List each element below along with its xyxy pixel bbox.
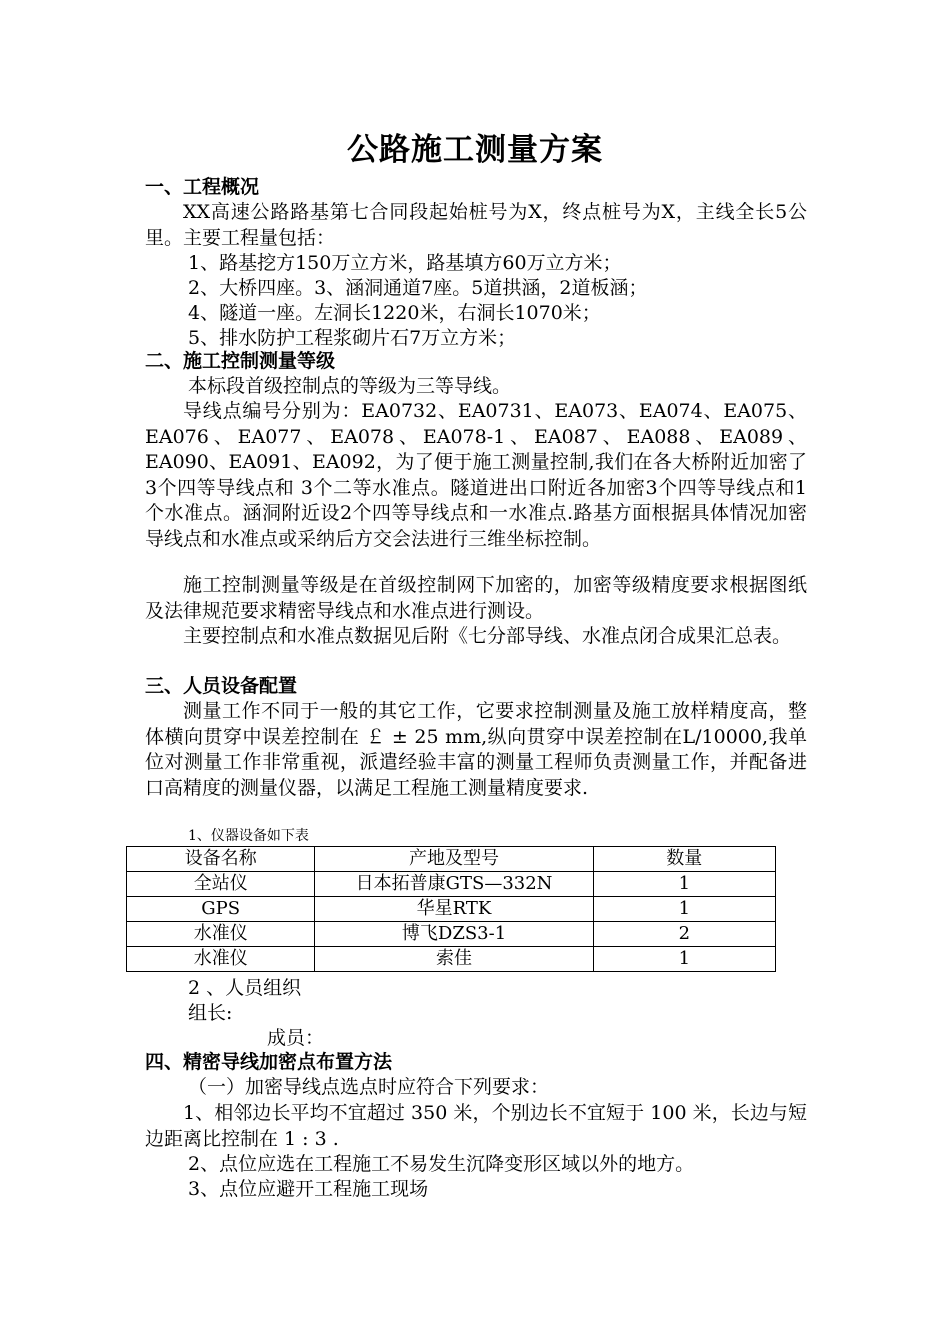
table-row <box>127 897 776 922</box>
section-2-paragraph-4: 主要控制点和水准点数据见后附《七分部导线、水准点闭合成果汇总表。 <box>183 625 792 647</box>
table-header-row <box>127 847 776 872</box>
section-2-paragraph-1: 本标段首级控制点的等级为三等导线。 <box>188 375 512 397</box>
section-3-paragraph-1: 测量工作不同于一般的其它工作，它要求控制测量及施工放样精度高，整体横向贯穿中误差控制在 ￡ ± 25 mm,纵向贯穿中误差控制在L/10000,我单位对测量工作非常重视，派遣经验丰富的测量工程师负责测量工作，并配备进口高精度的测量仪器，以满足工程施工测量精度要求. <box>145 700 807 799</box>
section-4-heading: 四、精密导线加密点布置方法 <box>145 1051 393 1073</box>
table-cell: 水准仪 <box>127 947 315 972</box>
list-item: 4、隧道一座。左洞长1220米，右洞长1070米； <box>188 302 601 324</box>
table-header-cell: 数量 <box>593 847 775 872</box>
section-2-heading: 二、施工控制测量等级 <box>145 350 336 372</box>
table-header-cell: 设备名称 <box>127 847 315 872</box>
table-row <box>127 922 776 947</box>
list-item: 1、路基挖方150万立方米，路基填方60万立方米； <box>188 252 622 274</box>
table-cell: 华星RTK <box>315 897 593 922</box>
section-4-paragraph-1: 1、相邻边长平均不宜超过 350 米，个别边长不宜短于 100 米，长边与短边距离比控制在 1 : 3 . <box>145 1102 807 1150</box>
table-cell: 1 <box>593 897 775 922</box>
equipment-table <box>126 846 776 972</box>
table-cell: 1 <box>593 872 775 897</box>
section-2-paragraph-3: 施工控制测量等级是在首级控制网下加密的，加密等级精度要求根据图纸及法律规范要求精密导线点和水准点进行测设。 <box>145 574 807 622</box>
section-1-intro: XX高速公路路基第七合同段起始桩号为X，终点桩号为X，主线全长5公里。主要工程量包括： <box>145 201 807 249</box>
table-header-cell: 产地及型号 <box>315 847 593 872</box>
section-4-subheading: （一）加密导线点选点时应符合下列要求： <box>188 1076 550 1098</box>
table-row <box>127 947 776 972</box>
section-2-paragraph-2: 导线点编号分别为：EA0732、EA0731、EA073、EA074、EA075、EA076、EA077、EA078、EA078-1、EA087、EA088、EA089、EA090、EA091、EA092，为了便于施工测量控制,我们在各大桥附近加密了3个四等导线点和 3个二等水准点。隧道进出口附近各加密3个四等导线点和1个水准点。涵洞附近设2个四等导线点和一水准点.路基方面根据具体情况加密导线点和水准点或采纳后方交会法进行三维坐标控制。 <box>145 400 807 550</box>
table-cell: 2 <box>593 922 775 947</box>
table-caption: 1、仪器设备如下表 <box>188 828 309 844</box>
staff-title: 2 、人员组织 <box>188 977 302 999</box>
table-cell: 博飞DZS3-1 <box>315 922 593 947</box>
table-cell: GPS <box>127 897 315 922</box>
list-item: 2、大桥四座。3、涵洞通道7座。5道拱涵，2道板涵； <box>188 277 648 299</box>
team-leader-label: 组长: <box>188 1002 233 1024</box>
table-cell: 水准仪 <box>127 922 315 947</box>
table-cell: 1 <box>593 947 775 972</box>
section-3-heading: 三、人员设备配置 <box>145 675 298 697</box>
table-cell: 索佳 <box>315 947 593 972</box>
table-cell: 全站仪 <box>127 872 315 897</box>
table-row <box>127 872 776 897</box>
section-4-paragraph-3: 3、点位应避开工程施工现场 <box>188 1178 429 1200</box>
team-members-label: 成员： <box>267 1027 325 1049</box>
list-item: 5、排水防护工程浆砌片石7万立方米； <box>188 327 517 349</box>
page-title: 公路施工测量方案 <box>347 132 603 168</box>
section-1-heading: 一、工程概况 <box>145 176 260 198</box>
table-cell: 日本拓普康GTS—332N <box>315 872 593 897</box>
section-4-paragraph-2: 2、点位应选在工程施工不易发生沉降变形区域以外的地方。 <box>188 1153 695 1175</box>
